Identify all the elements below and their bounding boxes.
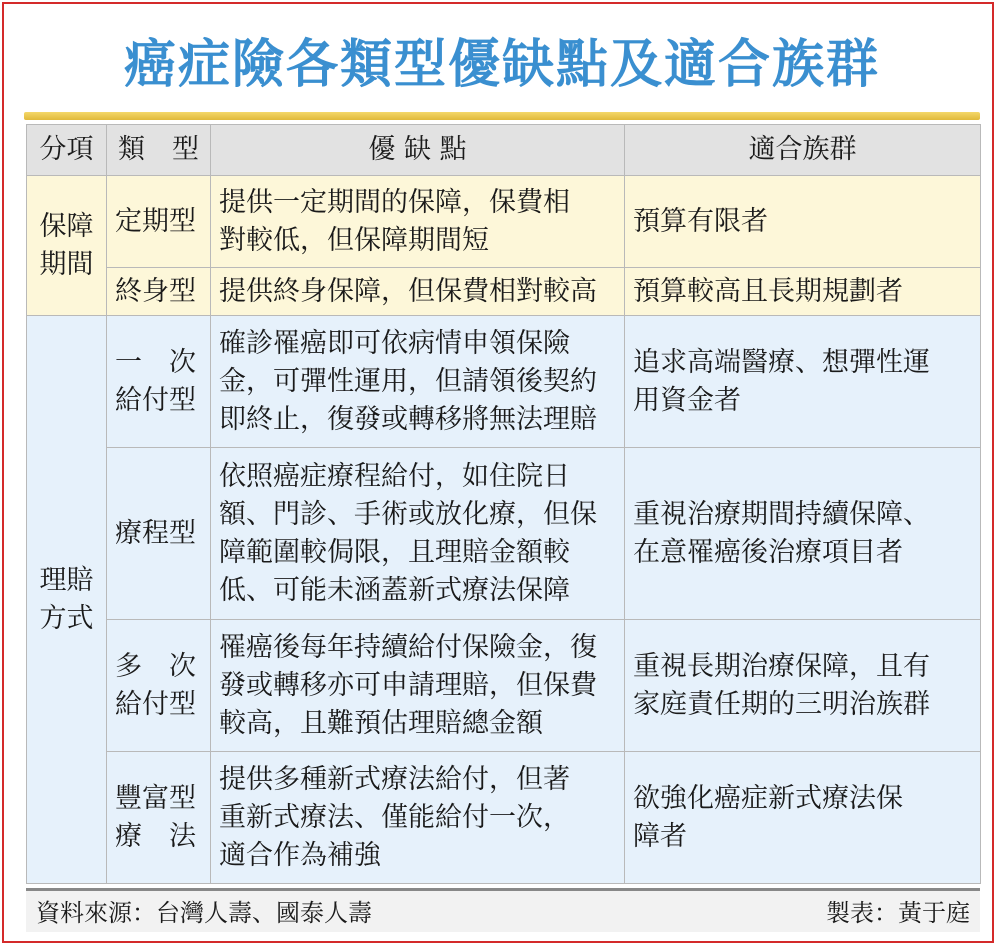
suitable-cell: 欲強化癌症新式療法保 障者 <box>625 752 981 884</box>
header-type: 類 型 <box>107 125 211 176</box>
table-row <box>27 448 981 620</box>
suitable-cell: 重視治療期間持續保障、 在意罹癌後治療項目者 <box>625 448 981 620</box>
type-cell: 療程型 <box>107 448 211 620</box>
type-char: 療 <box>115 820 142 852</box>
type-cell <box>107 620 211 752</box>
infographic-frame <box>2 2 994 943</box>
pros-cons-cell: 罹癌後每年持續給付保險金，復 發或轉移亦可申請理賠，但保費 較高，且難預估理賠總金額 <box>211 620 625 752</box>
pros-cons-cell: 提供一定期間的保障，保費相 對較低，但保障期間短 <box>211 176 625 268</box>
type-char: 次 <box>169 346 196 378</box>
author-note: 製表：黃于庭 <box>826 899 970 927</box>
pros-cons-cell: 確診罹癌即可依病情申領保險 金，可彈性運用，但請領後契約 即終止，復發或轉移將無法理賠 <box>211 316 625 448</box>
type-line-2 <box>115 818 202 856</box>
header-category: 分項 <box>27 125 107 176</box>
type-cell: 終身型 <box>107 268 211 316</box>
type-cell: 定期型 <box>107 176 211 268</box>
comparison-table <box>26 124 981 884</box>
page-title: 癌症險各類型優缺點及適合族群 <box>123 35 880 95</box>
suitable-cell: 追求高端醫療、想彈性運 用資金者 <box>625 316 981 448</box>
pros-cons-cell: 提供終身保障，但保費相對較高 <box>211 268 625 316</box>
type-line-1 <box>115 648 202 686</box>
header-suitable: 適合族群 <box>625 125 981 176</box>
table-row <box>27 316 981 448</box>
title-divider <box>24 112 980 120</box>
type-char: 法 <box>169 820 196 852</box>
type-line-2: 給付型 <box>115 384 196 416</box>
pros-cons-cell: 提供多種新式療法給付，但著 重新式療法、僅能給付一次， 適合作為補強 <box>211 752 625 884</box>
type-line-1 <box>115 344 202 382</box>
header-pros-cons: 優 缺 點 <box>211 125 625 176</box>
type-cell <box>107 752 211 884</box>
type-line-2: 給付型 <box>115 688 196 720</box>
type-char: 多 <box>115 650 142 682</box>
category-cell: 理賠 方式 <box>27 316 107 884</box>
table-row <box>27 620 981 752</box>
suitable-cell: 預算有限者 <box>625 176 981 268</box>
table-row <box>27 176 981 268</box>
pros-cons-cell: 依照癌症療程給付，如住院日 額、門診、手術或放化療，但保 障範圍較侷限，且理賠金額較 低、可能未涵蓋新式療法保障 <box>211 448 625 620</box>
type-char: 次 <box>169 650 196 682</box>
footer-bar <box>26 888 980 932</box>
suitable-cell: 重視長期治療保障，且有 家庭責任期的三明治族群 <box>625 620 981 752</box>
source-note: 資料來源：台灣人壽、國泰人壽 <box>36 899 372 927</box>
type-cell <box>107 316 211 448</box>
category-cell: 保障 期間 <box>27 176 107 316</box>
suitable-cell: 預算較高且長期規劃者 <box>625 268 981 316</box>
type-char: 一 <box>115 346 142 378</box>
type-line-1: 豐富型 <box>115 782 196 814</box>
table-header-row <box>27 125 981 176</box>
table-row <box>27 752 981 884</box>
table-row <box>27 268 981 316</box>
